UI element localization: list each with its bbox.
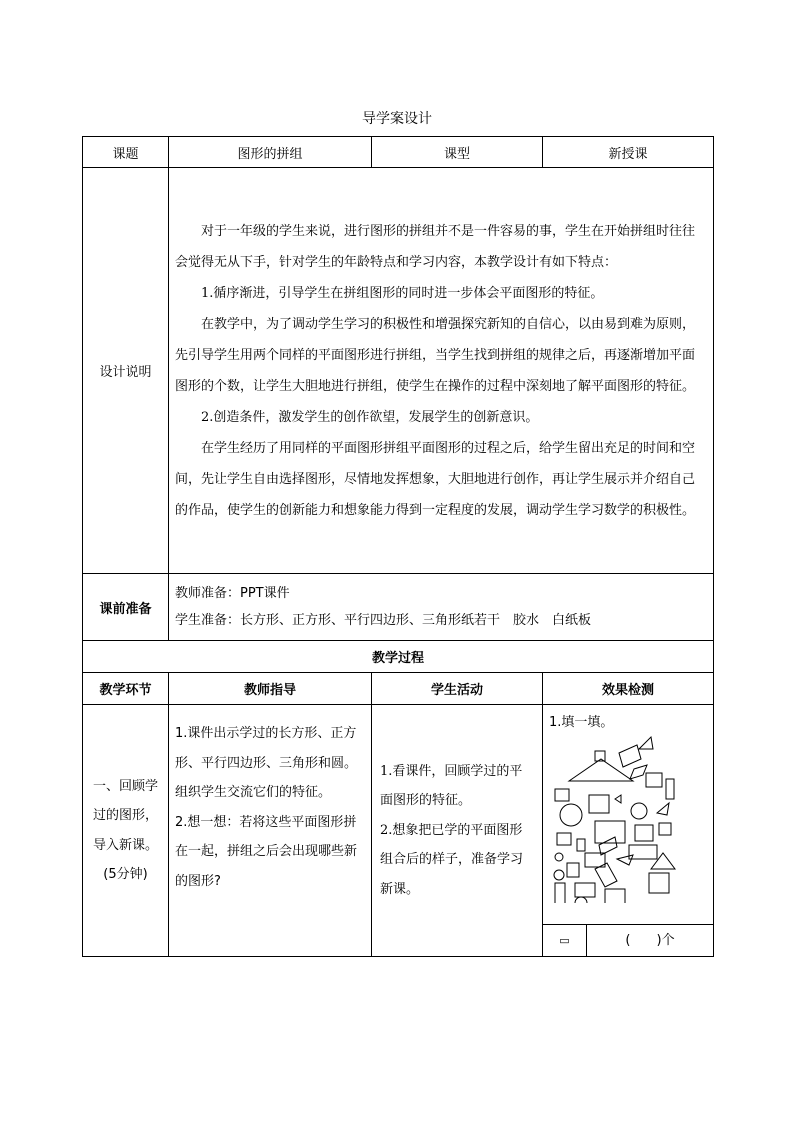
rectangle-shape [575,883,595,897]
prep-student: 学生准备：长方形、正方形、平行四边形、三角形纸若干 胶水 白纸板 [175,613,592,628]
type-label: 课型 [372,137,543,168]
header-student: 学生活动 [372,673,543,705]
square-shape [605,889,625,903]
header-effect: 效果检测 [543,673,714,705]
square-shape [646,773,662,787]
answer-row [543,924,713,957]
topic-label: 课题 [83,137,169,168]
square-shape [567,863,579,877]
triangle-shape [617,855,633,865]
topic-value: 图形的拼组 [169,137,372,168]
circle-shape [554,870,564,880]
triangle-shape [651,853,675,869]
design-description [169,168,714,574]
design-paragraph: 在教学中，为了调动学生学习的积极性和增强探究新知的自信心，以由易到难为原则，先引导学生用两个同样的平面图形进行拼组，当学生找到拼组的规律之后，再逐渐增加平面图形的个数，让学生大胆地进行拼组，使学生在操作的过程中深刻地了解平面图形的特征。 [175,316,696,394]
document-title: 导学案设计 [362,111,432,127]
parallelogram-shape [619,745,641,767]
parallelogram-shape [599,837,617,855]
process-title: 教学过程 [83,641,714,673]
answer-blank[interactable]: ( )个 [625,933,675,948]
rectangle-symbol: ▭ [543,925,587,957]
triangle-shape [639,737,653,749]
rectangle-shape [557,833,571,845]
circle-shape [575,897,587,903]
design-paragraph: 1.循序渐进，引导学生在拼组图形的同时进一步体会平面图形的特征。 [201,285,604,301]
type-value: 新授课 [543,137,714,168]
square-shape [635,825,653,841]
triangle-shape [615,795,621,803]
rectangle-shape [666,779,674,799]
student-step-1: 1.看课件，回顾学过的平面图形的特征。 [380,763,523,809]
design-paragraph: 在学生经历了用同样的平面图形拼组平面图形的过程之后，给学生留出充足的时间和空间，先让学生自由选择图形，尽情地发挥想象，大胆地进行创作，再让学生展示并介绍自己的作品，使学生的创新能力和想象能力得到一定程度的发展，调动学生学习数学的积极性。 [175,440,696,518]
parallelogram-shape [630,765,647,779]
circle-shape [560,804,582,826]
teacher-guidance [169,705,372,957]
square-shape [555,789,569,801]
rectangle-shape [555,883,565,903]
header-stage: 教学环节 [83,673,169,705]
rectangle-shape [585,853,605,867]
teacher-step-1: 1.课件出示学过的长方形、正方形、平行四边形、三角形和圆。组织学生交流它们的特征。 [175,726,358,800]
square-shape [659,823,671,835]
header-teacher: 教师指导 [169,673,372,705]
exercise-title: 1.填一填。 [549,715,614,730]
design-paragraph: 对于一年级的学生来说，进行图形的拼组并不是一件容易的事，学生在开始拼组时往往会觉得无从下手，针对学生的年龄特点和学习内容，本教学设计有如下特点： [175,223,696,270]
shapes-figure [551,733,701,903]
student-step-2: 2.想象把已学的平面图形组合后的样子，准备学习新课。 [380,822,524,897]
effect-check [543,705,714,957]
square-shape [589,795,609,813]
rectangle-shape [577,839,585,851]
prep-teacher: 教师准备：PPT课件 [175,586,290,601]
circle-shape [555,853,563,861]
design-paragraph: 2.创造条件，激发学生的创作欲望，发展学生的创新意识。 [201,409,539,425]
design-label: 设计说明 [83,168,169,574]
triangle-shape [657,803,669,815]
prep-label: 课前准备 [83,574,169,641]
student-activity [372,705,543,957]
lesson-plan-table [82,136,714,957]
rectangle-shape [629,845,657,859]
stage-cell: 一、回顾学过的图形，导入新课。(5分钟) [83,705,169,957]
prep-content [169,574,714,641]
teacher-step-2: 2.想一想：若将这些平面图形拼在一起，拼组之后会出现哪些新的图形? [175,814,358,889]
triangle-shape [569,759,633,781]
circle-shape [631,803,647,819]
square-shape [649,873,669,893]
